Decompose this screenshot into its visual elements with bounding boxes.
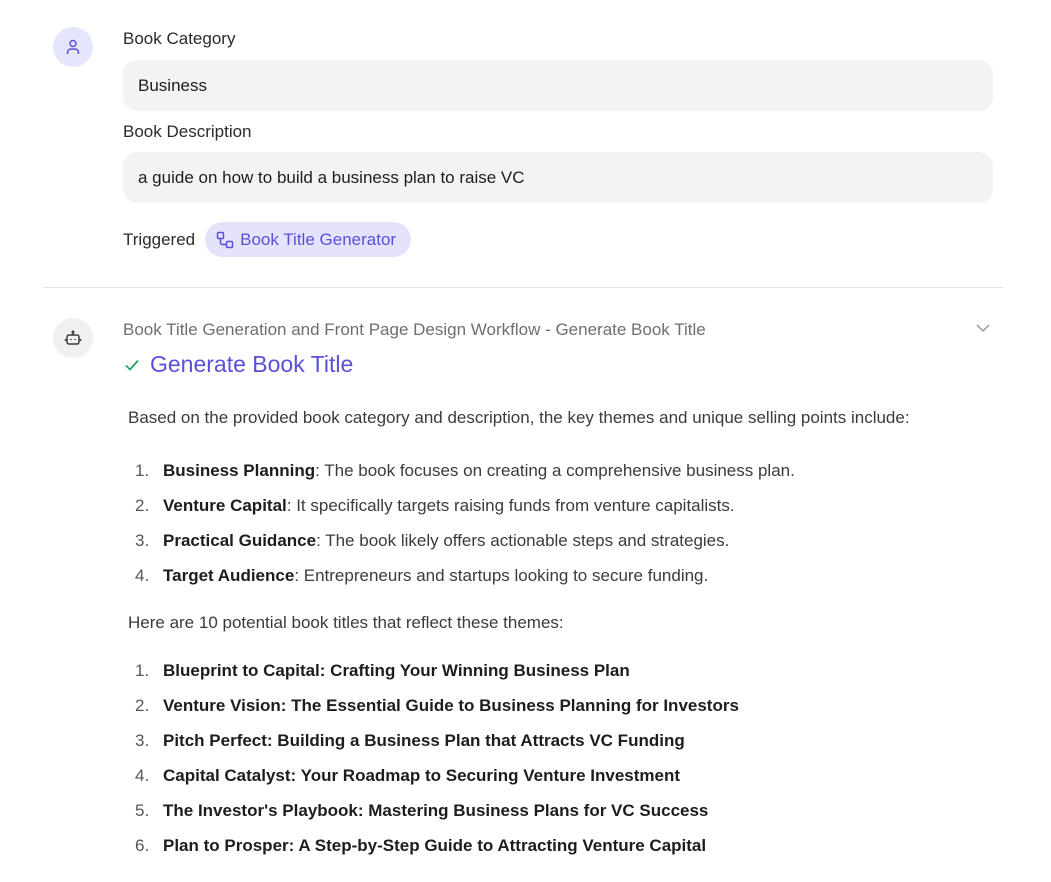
titles-intro: Here are 10 potential book titles that reflect these themes: [128, 613, 564, 632]
themes-list [128, 453, 948, 593]
theme-term: Target Audience [163, 566, 295, 585]
robot-icon [64, 329, 82, 347]
user-icon [64, 38, 82, 56]
list-number: 6. [135, 836, 150, 855]
list-item [128, 758, 948, 793]
list-item [128, 453, 948, 488]
list-item [128, 488, 948, 523]
list-item [128, 523, 948, 558]
book-title: Pitch Perfect: Building a Business Plan that Attracts VC Funding [163, 731, 685, 750]
chevron-down-icon[interactable] [975, 320, 991, 336]
list-number: 3. [135, 531, 150, 550]
triggered-row [123, 222, 411, 257]
list-item [128, 688, 948, 723]
intro-paragraph: Based on the provided book category and description, the key themes and unique selling points include: [128, 408, 910, 427]
list-number: 1. [135, 661, 150, 680]
book-title: Blueprint to Capital: Crafting Your Winning Business Plan [163, 661, 630, 680]
theme-term: Practical Guidance [163, 531, 317, 550]
list-number: 2. [135, 696, 150, 715]
book-description-value: a guide on how to build a business plan to raise VC [123, 152, 993, 203]
triggered-label: Triggered [123, 229, 196, 249]
list-number: 4. [135, 566, 150, 585]
list-item [128, 558, 948, 593]
message-divider [43, 287, 1003, 288]
book-title: Venture Vision: The Essential Guide to Business Planning for Investors [163, 696, 739, 715]
book-category-value: Business [123, 60, 993, 111]
book-category-label: Book Category [123, 29, 236, 48]
theme-desc: : It specifically targets raising funds from venture capitalists. [286, 496, 735, 515]
user-avatar [53, 27, 93, 67]
list-number: 1. [135, 461, 150, 480]
book-title: Capital Catalyst: Your Roadmap to Securing Venture Investment [163, 766, 681, 785]
list-number: 2. [135, 496, 150, 515]
list-item [128, 793, 948, 828]
list-item [128, 723, 948, 758]
book-description-label: Book Description [123, 122, 252, 141]
theme-term: Business Planning [163, 461, 316, 480]
book-title: Plan to Prosper: A Step-by-Step Guide to Attracting Venture Capital [163, 836, 707, 855]
theme-term: Venture Capital [163, 496, 287, 515]
workflow-icon [216, 231, 234, 249]
book-title: The Investor's Playbook: Mastering Business Plans for VC Success [163, 801, 709, 820]
step-header[interactable] [123, 351, 353, 378]
workflow-title: Book Title Generation and Front Page Design Workflow - Generate Book Title [123, 320, 706, 339]
list-item [128, 828, 948, 863]
theme-desc: : The book focuses on creating a comprehensive business plan. [315, 461, 795, 480]
theme-desc: : The book likely offers actionable steps and strategies. [316, 531, 730, 550]
response-content [128, 403, 948, 863]
bot-avatar [53, 318, 93, 358]
list-item [128, 653, 948, 688]
theme-desc: : Entrepreneurs and startups looking to secure funding. [294, 566, 709, 585]
list-number: 5. [135, 801, 150, 820]
check-icon [123, 356, 141, 374]
step-title: Generate Book Title [150, 351, 354, 377]
workflow-chip[interactable] [205, 222, 411, 257]
workflow-chip-label: Book Title Generator [240, 229, 397, 249]
list-number: 3. [135, 731, 150, 750]
titles-list [128, 653, 948, 863]
list-number: 4. [135, 766, 150, 785]
